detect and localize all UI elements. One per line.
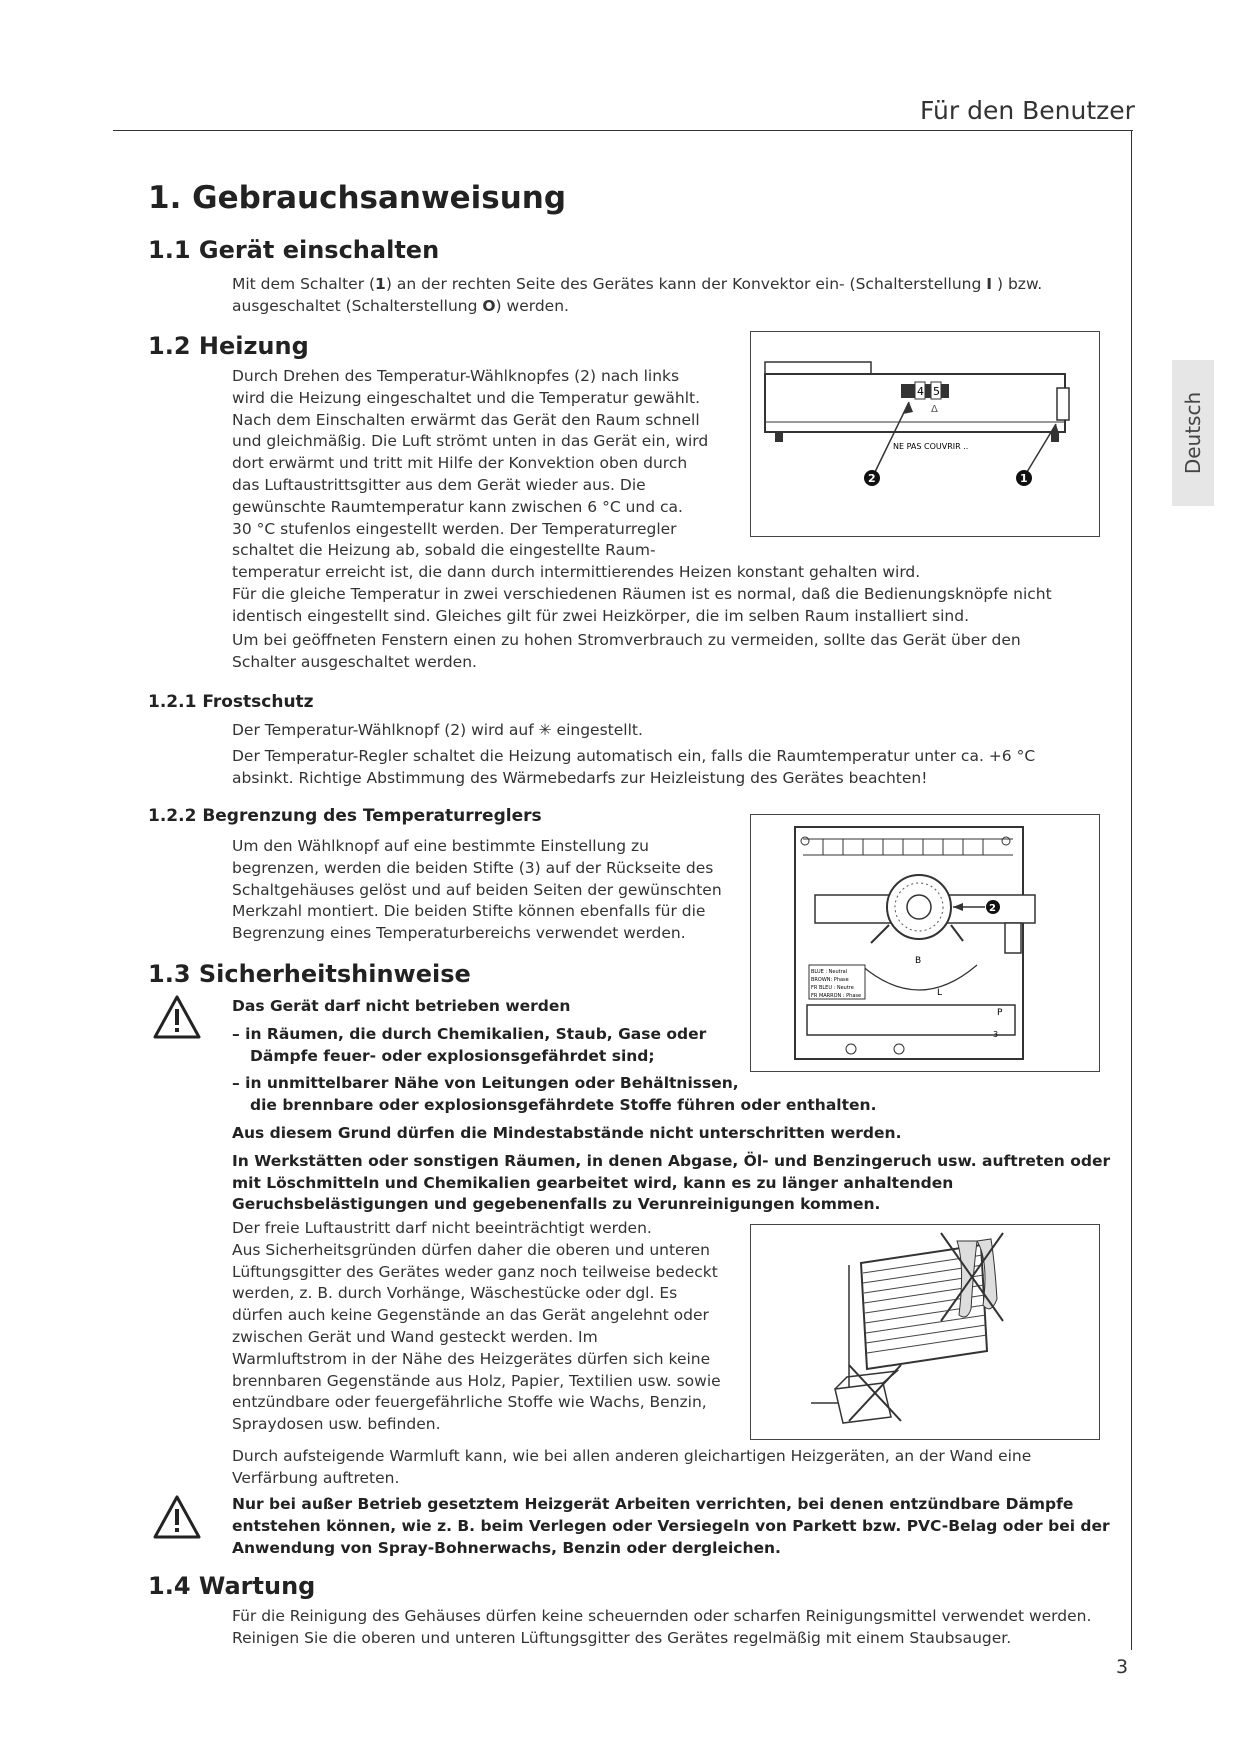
svg-text:1: 1 — [1020, 472, 1028, 485]
do-not-cover-figure — [750, 1224, 1100, 1440]
heater-label: NE PAS COUVRIR .. — [893, 442, 969, 451]
section-1-2-title: 1.2 Heizung — [148, 332, 309, 360]
section-1-3-text: Der freie Luftaustritt darf nicht beeinträchtigt werden. Aus Sicherheitsgründen dürfen daher die oberen und unteren Lüftungsgitter des Gerätes weder ganz noch teilweise bedeckt werden, z. B. durch Vorhänge, Wäschestücke oder dgl. Es dürfen auch keine Gegenstände an das Gerät angelehnt oder zwischen Gerät und Wand gesteckt werden. Im Warmluftstrom in der Nähe des Heizgerätes dürfen sich keine brennbaren Gegenstände aus Holz, Papier, Textilien usw. sowie entzündbare oder feuergefährliche Stoffe wie Wachs, Benzin, Spraydosen usw. befinden. — [232, 1219, 721, 1434]
section-1-3-para2: Durch aufsteigende Warmluft kann, wie bei allen anderen gleichartigen Heizgeräten, an der Wand eine Verfärbung auftreten. — [232, 1447, 1032, 1487]
page-header-title: Für den Benutzer — [920, 96, 1135, 125]
figure-label-b: B — [915, 956, 922, 966]
page-number: 3 — [1116, 1656, 1129, 1678]
header-rule — [113, 130, 1133, 131]
svg-text:2: 2 — [868, 472, 876, 485]
section-1-2-text: Durch Drehen des Temperatur-Wählknopfes (2) nach links wird die Heizung eingeschaltet und die Temperatur gewählt. Nach dem Einschalten erwärmt das Gerät den Raum schnell und gleichmäßig. Die Luft strömt unten in das Gerät ein, wird dort erwärmt und tritt mit Hilfe der Konvektion oben durch das Luftaustrittsgitter aus dem Gerät wieder aus. Die gewünschte Raumtemperatur kann zwischen 6 °C und ca. 30 °C stufenlos eingestellt werden. Der Temperaturregler schaltet die Heizung ab, sobald die eingestellte Raum- temperatur erreicht ist, die dann durch intermittierendes Heizen konstant gehalten wird. — [232, 367, 921, 582]
section-1-2-1-text: Der Temperatur-Wählknopf (2) wird auf ✳ eingestellt. Der Temperatur-Regler schaltet die Heizung automatisch ein, falls die Raumtemperatur unter ca. +6 °C absinkt. Richtige Abstimmung des Wärmebedarfs zur Heizleistung des Gerätes beachten! — [232, 721, 1036, 787]
box-sketch — [835, 1383, 891, 1423]
power-switch — [1057, 388, 1069, 420]
section-1-4-title: 1.4 Wartung — [148, 1572, 316, 1600]
heater-front-figure — [750, 331, 1100, 537]
warning-triangle-icon — [152, 994, 202, 1040]
svg-text:FR BLEU : Neutre: FR BLEU : Neutre — [811, 985, 854, 991]
section-1-1-title: 1.1 Gerät einschalten — [148, 236, 440, 264]
svg-text:2: 2 — [989, 903, 996, 914]
svg-text:BLUE : Neutral: BLUE : Neutral — [811, 969, 848, 975]
section-1-2-1-title: 1.2.1 Frostschutz — [148, 692, 314, 712]
dial-mark: Δ — [931, 404, 938, 415]
section-1-2-2-title: 1.2.2 Begrenzung des Temperaturreglers — [148, 806, 542, 826]
safety-warning-1: Das Gerät darf nicht betrieben werden – in Räumen, die durch Chemikalien, Staub, Gase oder Dämpfe feuer- oder explosionsgefährdet sind; – in unmittelbarer Nähe von Leitungen oder Behältnissen, die brennbare oder explosionsgefährdete Stoffe führen oder enthalten. Aus diesem Grund dürfen die Mindestabstände nicht unterschritten werden. In Werkstätten oder sonstigen Räumen, in denen Abgase, Öl- und Benzingeruch usw. auftreten oder mit Löschmitteln und Chemikalien gearbeitet wird, kann es zu länger anhaltenden Geruchsbelästigungen und gegebenenfalls zu Verunreinigungen kommen. — [232, 997, 1111, 1214]
safety-warning-2: Nur bei außer Betrieb gesetztem Heizgerät Arbeiten verrichten, bei denen entzündbare Dämpfe entstehen können, wie z. B. beim Verlegen oder Versiegeln von Parkett bzw. PVC-Belag oder bei der Anwendung von Spray-Bohnerwachs, Benzin oder dergleichen. — [232, 1495, 1110, 1557]
dial-number-5: 5 — [933, 385, 940, 398]
right-margin-rule — [1131, 130, 1132, 1650]
section-1-2-2-text: Um den Wählknopf auf eine bestimmte Einstellung zu begrenzen, werden die beiden Stifte (3) auf der Rückseite des Schaltgehäuses gelöst und auf beiden Seiten der gewünschten Merkzahl montiert. Die beiden Stifte können ebenfalls für die Begrenzung eines Temperaturbereichs verwendet werden. — [232, 837, 722, 943]
svg-text:FR MARRON : Phase: FR MARRON : Phase — [811, 993, 862, 999]
section-1-2-para2: Für die gleiche Temperatur in zwei verschiedenen Räumen ist es normal, daß die Bedienungsknöpfe nicht identisch eingestellt sind. Gleiches gilt für zwei Heizkörper, die im selben Raum installiert sind. — [232, 585, 1052, 625]
svg-text:BROWN: Phase: BROWN: Phase — [811, 977, 849, 983]
figure-label-p: P — [997, 1008, 1003, 1018]
section-1-2-para3: Um bei geöffneten Fenstern einen zu hohen Stromverbrauch zu vermeiden, sollte das Gerät über den Schalter ausgeschaltet werden. — [232, 631, 1021, 671]
section-1-3-title: 1.3 Sicherheitshinweise — [148, 960, 471, 988]
warning-triangle-icon — [152, 1494, 202, 1540]
chapter-title: 1. Gebrauchsanweisung — [148, 180, 567, 216]
language-side-tab-label: Deutsch — [1181, 391, 1205, 475]
figure-label-l: L — [937, 988, 943, 998]
dial-number-4: 4 — [917, 385, 924, 398]
section-1-4-text: Für die Reinigung des Gehäuses dürfen keine scheuernden oder scharfen Reinigungsmittel verwendet werden. Reinigen Sie die oberen und unteren Lüftungsgitter des Gerätes regelmäßig mit einem Staubsauger. — [232, 1607, 1092, 1647]
language-side-tab — [1172, 360, 1214, 506]
section-1-1-text: Mit dem Schalter (1) an der rechten Seite des Gerätes kann der Konvektor ein- (Schalterstellung I ) bzw. ausgeschaltet (Schalterstellung O) werden. — [232, 275, 1043, 315]
figure-label-3: 3 — [993, 1030, 999, 1039]
